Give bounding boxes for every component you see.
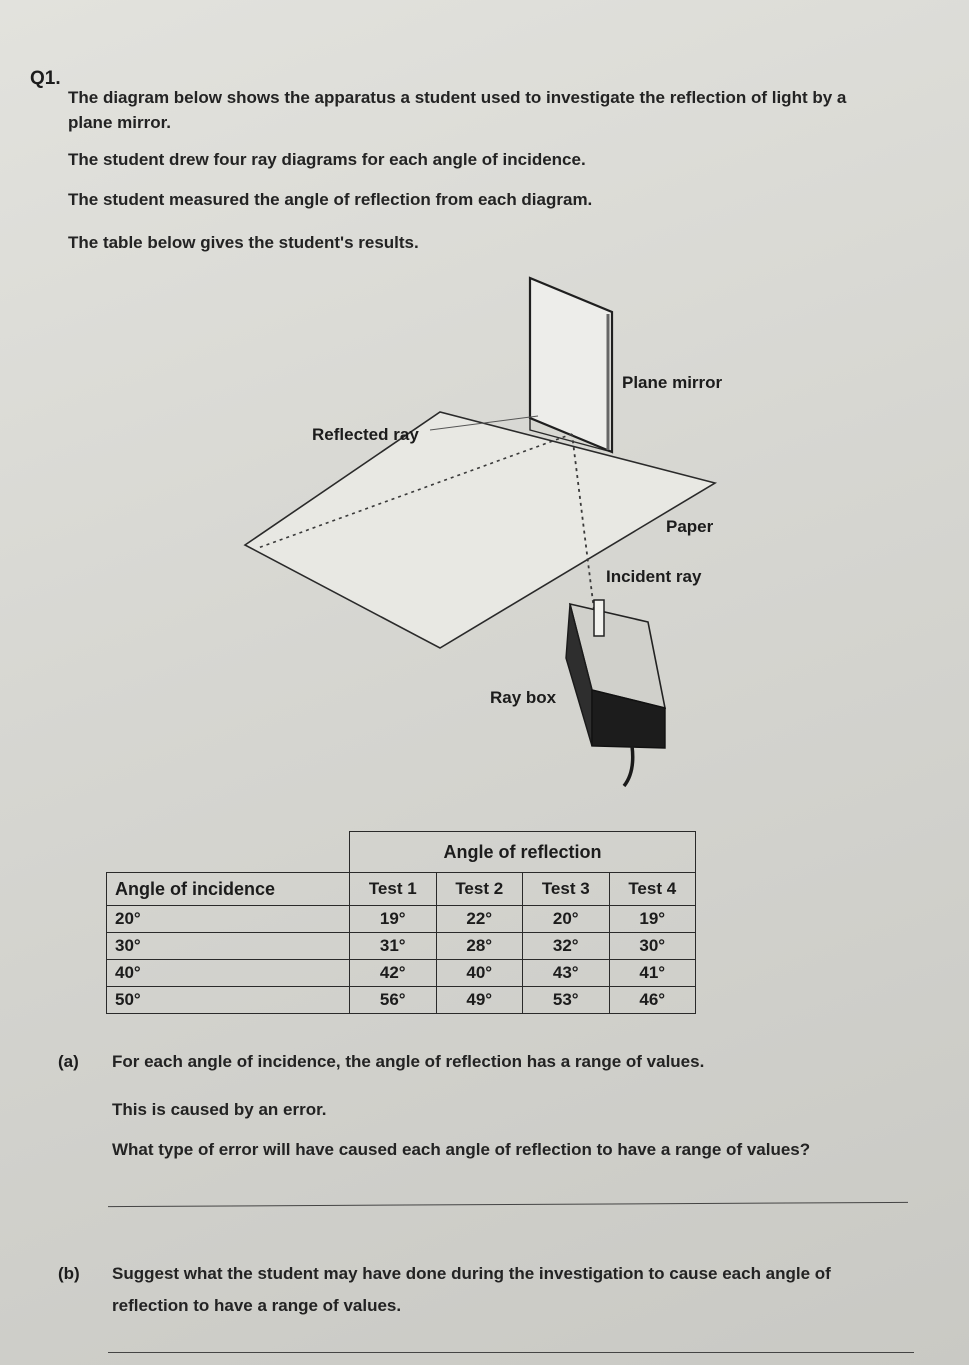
incidence-cell: 30° (107, 933, 350, 960)
table-group-header-row (107, 832, 696, 873)
table-row (107, 987, 696, 1014)
part-b-line-2: reflection to have a range of values. (112, 1296, 402, 1315)
table-row (107, 960, 696, 987)
paper-sheet (245, 412, 715, 648)
reflection-cell: 19° (350, 906, 437, 933)
incidence-cell: 50° (107, 987, 350, 1014)
table-header-row (107, 873, 696, 906)
ray-box-label: Ray box (490, 688, 557, 707)
reflection-cell: 43° (523, 960, 610, 987)
paper-label: Paper (666, 517, 714, 536)
test-4-header: Test 4 (609, 873, 696, 906)
reflection-cell: 20° (523, 906, 610, 933)
plane-mirror-label: Plane mirror (622, 373, 723, 392)
results-table (106, 831, 696, 1014)
intro-line-3: The student drew four ray diagrams for each angle of incidence. (68, 150, 586, 169)
incidence-cell: 20° (107, 906, 350, 933)
reflection-cell: 28° (436, 933, 523, 960)
intro-line-4: The student measured the angle of reflection from each diagram. (68, 190, 593, 209)
ray-box-cable (624, 746, 633, 786)
part-a-line-2: This is caused by an error. (112, 1100, 327, 1119)
part-a-question: What type of error will have caused each angle of reflection to have a range of values? (112, 1140, 811, 1159)
table-corner (107, 832, 350, 873)
test-1-header: Test 1 (350, 873, 437, 906)
reflection-cell: 32° (523, 933, 610, 960)
reflection-cell: 30° (609, 933, 696, 960)
intro-line-1: The diagram below shows the apparatus a student used to investigate the reflection of light by a (68, 88, 847, 107)
reflection-cell: 42° (350, 960, 437, 987)
reflection-cell: 46° (609, 987, 696, 1014)
part-a-line-1: For each angle of incidence, the angle of reflection has a range of values. (112, 1052, 705, 1071)
part-b-label: (b) (58, 1264, 80, 1283)
reflection-cell: 41° (609, 960, 696, 987)
answer-line-b[interactable] (108, 1352, 914, 1353)
table-row (107, 933, 696, 960)
intro-line-5: The table below gives the student's results. (68, 233, 419, 252)
intro-line-2: plane mirror. (68, 113, 171, 132)
part-b-line-1: Suggest what the student may have done during the investigation to cause each angle of (112, 1264, 831, 1283)
part-a-label: (a) (58, 1052, 79, 1071)
test-2-header: Test 2 (436, 873, 523, 906)
reflection-cell: 31° (350, 933, 437, 960)
reflection-cell: 40° (436, 960, 523, 987)
angle-of-incidence-header: Angle of incidence (107, 873, 350, 906)
apparatus-diagram (240, 270, 760, 790)
table-row (107, 906, 696, 933)
answer-line-a[interactable] (108, 1202, 908, 1207)
reflection-cell: 49° (436, 987, 523, 1014)
incident-ray-label: Incident ray (606, 567, 702, 586)
reflection-cell: 56° (350, 987, 437, 1014)
test-3-header: Test 3 (523, 873, 610, 906)
angle-of-reflection-header: Angle of reflection (350, 832, 696, 873)
ray-box-slit (594, 600, 604, 636)
reflection-cell: 53° (523, 987, 610, 1014)
reflection-cell: 22° (436, 906, 523, 933)
reflection-cell: 19° (609, 906, 696, 933)
incidence-cell: 40° (107, 960, 350, 987)
question-number: Q1. (30, 68, 61, 89)
reflected-ray-label: Reflected ray (312, 425, 419, 444)
